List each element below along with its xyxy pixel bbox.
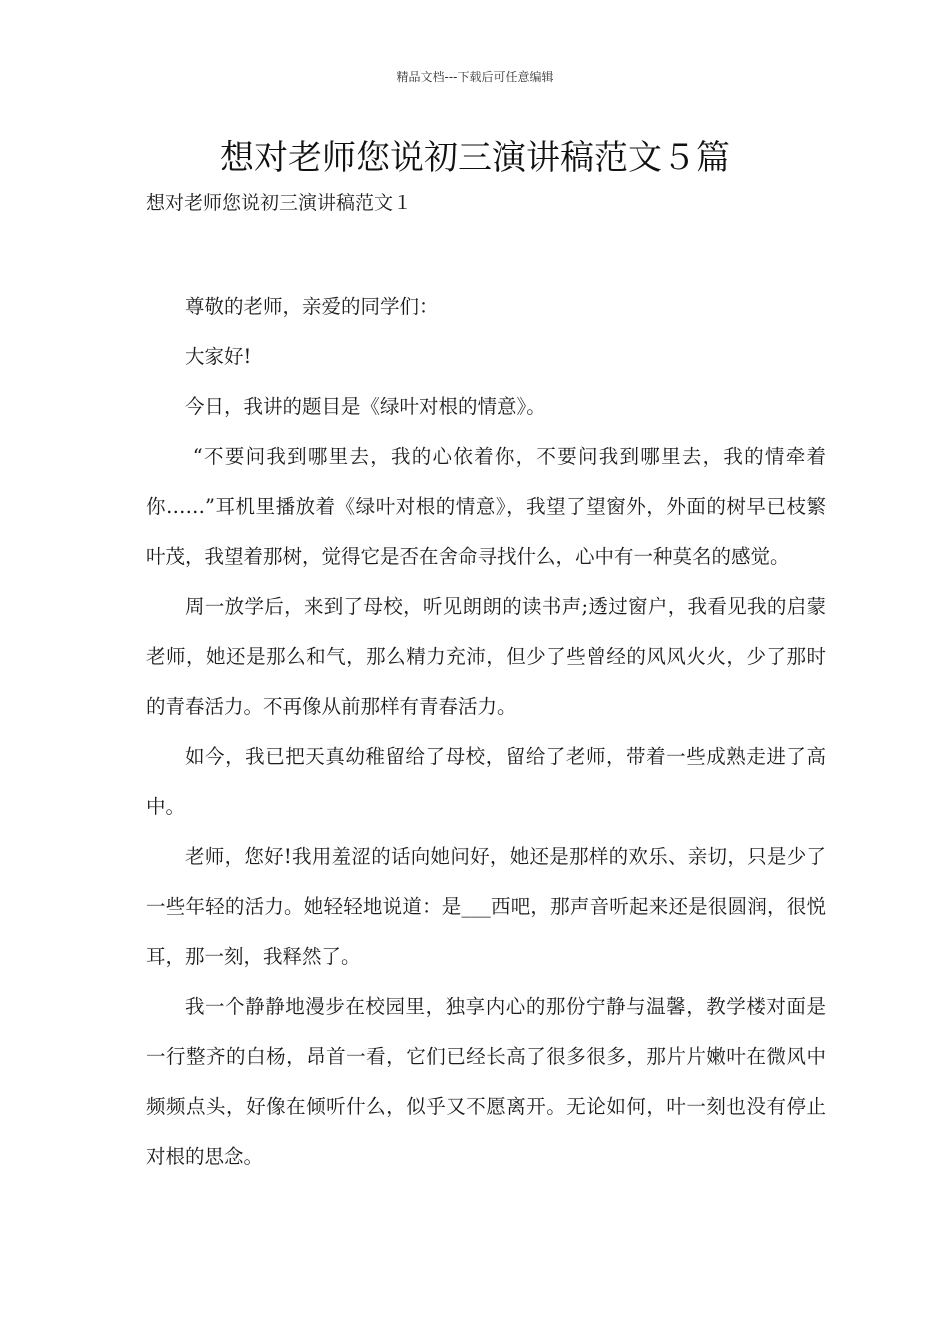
header-note: 精品文档---下载后可任意编辑 [396, 70, 554, 84]
document-body [146, 282, 826, 1182]
paragraph-greeting-teacher: 老师，您好!我用羞涩的话向她问好，她还是那样的欢乐、亲切，只是少了一些年轻的活力。她轻轻地说道：是___西吧，那声音听起来还是很圆润，很悦耳，那一刻，我释然了。 [146, 845, 826, 968]
section-subtitle: 想对老师您说初三演讲稿范文１ [146, 192, 413, 214]
paragraph-salutation: 尊敬的老师，亲爱的同学们： [185, 295, 439, 318]
paragraph-topic: 今日，我讲的题目是《绿叶对根的情意》。 [185, 395, 546, 418]
paragraph-campus-walk: 我一个静静地漫步在校园里，独享内心的那份宁静与温馨，教学楼对面是一行整齐的白杨，昂首一看，它们已经长高了很多很多，那片片嫩叶在微风中频频点头，好像在倾听什么，似乎又不愿离开。无论如何，叶一刻也没有停止对根的思念。 [146, 995, 826, 1168]
document-title: 想对老师您说初三演讲稿范文５篇 [220, 138, 730, 178]
paragraph-visit-school: 周一放学后，来到了母校，听见朗朗的读书声;透过窗户，我看见我的启蒙老师，她还是那么和气，那么精力充沛，但少了些曾经的风风火火，少了那时的青春活力。不再像从前那样有青春活力。 [146, 595, 826, 718]
paragraph-greeting: 大家好! [185, 345, 252, 368]
paragraph-now: 如今，我已把天真幼稚留给了母校，留给了老师，带着一些成熟走进了高中。 [146, 745, 826, 818]
paragraph-song-quote: “不要问我到哪里去，我的心依着你，不要问我到哪里去，我的情牵着你……”耳机里播放着《绿叶对根的情意》，我望了望窗外，外面的树早已枝繁叶茂，我望着那树，觉得它是否在舍命寻找什么，心中有一种莫名的感觉。 [146, 445, 826, 568]
